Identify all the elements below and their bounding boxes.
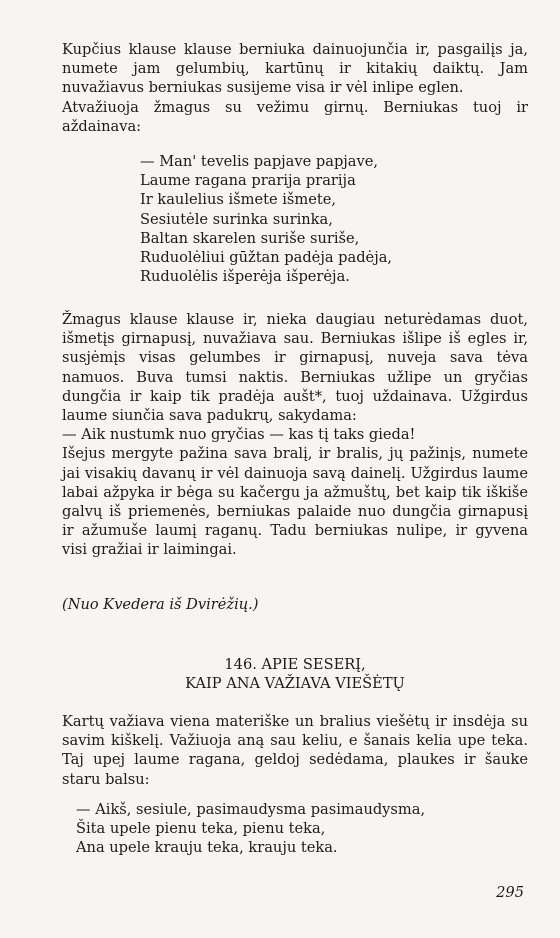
verse-line: Baltan skarelen suriše suriše, (140, 229, 360, 247)
verse-line: Šita upele pienu teka, pienu teka, (76, 820, 326, 838)
verse-line: Ana upele krauju teka, krauju teka. (76, 839, 338, 857)
paragraph: Kupčius klause klause berniuka dainuojunčia ir, pasgailįs ja, numete jam gelumbių, kartūnų ir kitakių daiktų. Jam nuvažiavus berniukas susijeme visa ir vėl inlipe eglen. (62, 41, 528, 97)
paragraph: Atvažiuoja žmagus su vežimu girnų. Berniukas tuoj ir aždainava: (62, 98, 528, 135)
bottom-text (62, 712, 528, 789)
verse-block (76, 800, 425, 858)
paragraph: Kartų važiava viena materiške un bralius viešėtų ir insdėja su savim kiškelį. Važiuoja aną sau keliu, e šanais kelia upe teka. Taj upej laume ragana, geldoj sedėdama, plaukes ir šauke staru balsu: (62, 713, 528, 788)
heading-line: KAIP ANA VAŽIAVA VIEŠĖTŲ (185, 675, 405, 692)
verse-block (140, 152, 392, 286)
verse-line: — Aikš, sesiule, pasimaudysma pasimaudysma, (76, 801, 426, 818)
verse-line: Ir kaulelius išmete išmete, (140, 191, 337, 209)
verse-line: Ruduolėliui gūžtan padėja padėja, (140, 249, 393, 267)
section-heading (62, 655, 528, 693)
dialogue-line: — Aik nustumk nuo gryčias — kas tį taks gieda! (62, 426, 416, 444)
source-note: (Nuo Kvedera iš Dvirėžių.) (62, 596, 259, 613)
paragraph: Žmagus klause klause ir, nieka daugiau neturėdamas duot, išmetįs girnapusį, nuvažiava sau. Berniukas išlipe iš egles ir, susjėmįs visas gelumbes ir girnapusį, nuveja sava tėva namuos. Buva tumsi naktis. Berniukas užlipe un gryčias dungčia ir kaip tik pradėja aušt*, tuoj uždainava. Užgirdus laume siunčia sava padukrų, sakydama: (62, 311, 528, 425)
verse-line: Laume ragana prarija prarija (140, 172, 356, 190)
verse-line: Sesiutėle surinka surinka, (140, 210, 333, 228)
verse-line: — Man' tevelis papjave papjave, (140, 153, 379, 170)
top-text (62, 40, 528, 136)
page-number: 295 (496, 884, 524, 901)
verse-line: Ruduolėlis išperėja išperėja. (140, 268, 350, 286)
paragraph: Išejus mergyte pažina sava bralį, ir bralis, jų pažinįs, numete jai visakių davanų ir vėl dainuoja savą dainelį. Užgirdus laume labai ažpyka ir bėga su kačergu ja ažmuštų, bet kaip tik iškiše galvų iš priemenės, berniukas palaide nuo dungčia girnapusį ir ažumuše laumį raganų. Tadu berniukas nulipe, ir gyvena visi gražiai ir laimingai. (62, 445, 528, 559)
heading-line: 146. APIE SESERĮ, (224, 656, 366, 673)
middle-text (62, 310, 528, 560)
